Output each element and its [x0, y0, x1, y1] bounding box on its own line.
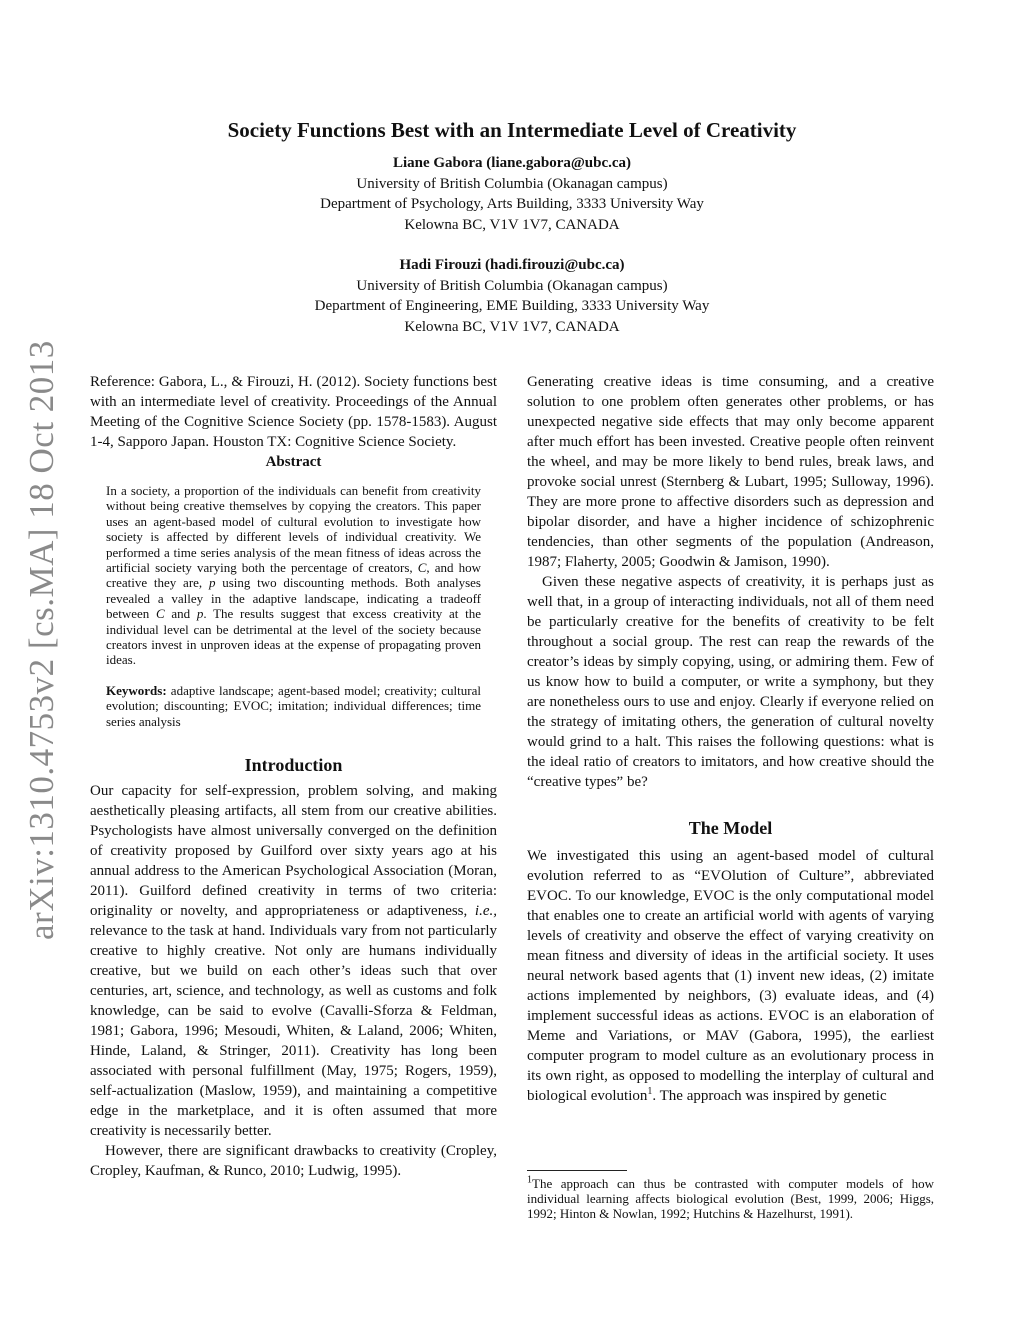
abstract-text: . The results suggest that excess creativity at the individual level can be detrimental at the level of the society because creators invest in unproven ideas at the expense of propagating proven ideas.	[106, 606, 481, 668]
right-paragraph-1: Generating creative ideas is time consuming, and a creative solution to one problem often generates other problems, or has unexpected negative side effects that may only become apparent after much effort has been invested. Creative people often reinvent the wheel, and may be more likely to bend rules, break laws, and provoke social unrest (Sternberg & Lubart, 1995; Sulloway, 1996). They are more prone to affective disorders such as depression and bipolar disorder, and have a higher incidence of schizophrenic tendencies, than other segments of the population (Andreason, 1987; Flaherty, 2005; Goodwin & Jamison, 1990).	[527, 374, 934, 570]
author-block-2	[0, 255, 1024, 337]
author-affiliation: University of British Columbia (Okanagan campus)	[356, 175, 668, 192]
keywords-label: Keywords:	[106, 682, 167, 698]
paper-title: Society Functions Best with an Intermediate Level of Creativity	[227, 118, 797, 142]
abstract-text: using two discounting methods. Both analyses revealed a valley in the adaptive landscape, indicating a tradeoff between	[106, 575, 481, 622]
abstract-heading: Abstract	[265, 454, 322, 470]
introduction-heading: Introduction	[244, 755, 343, 776]
intro-paragraph-2: However, there are significant drawbacks to creativity (Cropley, Cropley, Kaufman, & Runco, 2010; Ludwig, 1995).	[90, 1143, 497, 1180]
author-location: Kelowna BC, V1V 1V7, CANADA	[404, 216, 620, 233]
footnote-text: The approach can thus be contrasted with computer models of how individual learning affects biological evolution (Best, 1999, 2006; Higgs, 1992; Hinton & Nowlan, 1992; Hutchins & Hazelhurst, 1991).	[527, 1176, 934, 1221]
footnote-marker: 1	[647, 1086, 653, 1097]
paragraph-text: Our capacity for self-expression, problem solving, and making aesthetically pleasing artifacts, all stem from our creative abilities. Psychologists have almost universally converged on the definition of creativity proposed by Guilford over sixty years ago at his annual address to the American Psychological Association (Moran, 2011). Guilford defined creativity in terms of two criteria: originality or novelty, and appropriateness or adaptiveness,	[90, 783, 497, 920]
author-affiliation: University of British Columbia (Okanagan campus)	[356, 277, 668, 294]
author-department: Department of Psychology, Arts Building, 3333 University Way	[320, 196, 704, 212]
footnote-marker: 1	[527, 1174, 532, 1186]
keywords-text: adaptive landscape; agent-based model; creativity; cultural evolution; discounting; EVOC; imitation; individual differences; time series analysis	[106, 682, 481, 729]
arxiv-identifier: arXiv:1310.4753v2 [cs.MA] 18 Oct 2013	[22, 340, 61, 940]
abstract-variable: p	[196, 606, 204, 622]
right-paragraph-2: Given these negative aspects of creativity, it is perhaps just as well that, in a group of interacting individuals, not all of them need be particularly creative for the benefits of creativity to be felt throughout a social group. The rest can reap the rewards of the creator’s ideas by simply copying, using, or admiring them. Few of us know how to build a computer, or write a symphony, but they are nonetheless ours to use and enjoy. Clearly if everyone relied on the strategy of imitating others, the generation of cultural novelty would grind to a halt. This raises the following questions: what is the ideal ratio of creators to imitators, and how creative should the “creative types” be?	[527, 574, 934, 790]
paragraph-text: . The approach was inspired by genetic	[652, 1088, 887, 1104]
keywords	[106, 683, 481, 729]
italic-text: i.e.,	[474, 903, 497, 920]
abstract-text: , and how creative they are,	[106, 560, 481, 591]
abstract-variable: C	[417, 560, 427, 576]
reference-text: Reference: Gabora, L., & Firouzi, H. (2012). Society functions best with an intermediate level of creativity. Proceedings of the Annual Meeting of the Cognitive Science Society (pp. 1578-1583). August 1-4, Sapporo Japan. Houston TX: Cognitive Science Society.	[90, 374, 497, 450]
paragraph-text: relevance to the task at hand. Individuals vary from not particularly creative to highly creative. Not only are humans individually creative, but we build on each other’s ideas such that over centuries, art, science, and technology, as well as customs and folk knowledge, can be said to evolve (Cavalli-Sforza & Feldman, 1981; Gabora, 1996; Mesoudi, Whiten, & Laland, 2006; Whiten, Hinde, Laland, & Stringer, 2011). Creativity has long been associated with personal fulfillment (May, 1975; Rogers, 1959), self-actualization (Maslow, 1959), and maintaining a competitive edge in the marketplace, and it is often assumed that more creativity is necessarily better.	[90, 923, 497, 1140]
paragraph-text: We investigated this using an agent-based model of cultural evolution referred to as “EVOlution of Culture”, abbreviated EVOC. To our knowledge, EVOC is the only computational model that enables one to create an artificial world with agents of varying levels of creativity and observe the effect of varying creativity on mean fitness and diversity of ideas in the artificial society. It uses neural network based agents that (1) invent new ideas, (2) imitate actions implemented by neighbors, (3) evaluate ideas, and (4) implement successful ideas as actions. EVOC is an elaboration of Meme and Variations, or MAV (Gabora, 1995), the earliest computer program to model culture as an evolutionary process in its own right, as opposed to modelling the interplay of cultural and biological evolution	[527, 848, 934, 1104]
abstract-text: and	[164, 606, 197, 622]
author-block-1	[0, 153, 1024, 235]
abstract-variable: p	[208, 575, 216, 591]
author-name: Hadi Firouzi (hadi.firouzi@ubc.ca)	[399, 257, 625, 273]
abstract-variable: C	[156, 606, 165, 622]
model-heading: The Model	[688, 818, 773, 838]
abstract-text: In a society, a proportion of the individuals can benefit from creativity without being creative themselves by copying the creators. This paper uses an agent-based model of cultural evolution to investigate how society is affected by different levels of individual creativity. We performed a time series analysis of the mean fitness of ideas across the artificial society varying both the percentage of creators,	[106, 483, 481, 576]
model-paragraph-1	[527, 846, 934, 1106]
intro-paragraph-1	[90, 781, 497, 1141]
left-column	[90, 372, 497, 1181]
footnote-divider	[527, 1170, 627, 1171]
author-name: Liane Gabora (liane.gabora@ubc.ca)	[392, 155, 632, 171]
author-location: Kelowna BC, V1V 1V7, CANADA	[404, 318, 620, 335]
right-column	[527, 372, 934, 1106]
footnote	[527, 1176, 934, 1221]
author-department: Department of Engineering, EME Building, 3333 University Way	[314, 298, 710, 314]
abstract-body	[106, 483, 481, 668]
